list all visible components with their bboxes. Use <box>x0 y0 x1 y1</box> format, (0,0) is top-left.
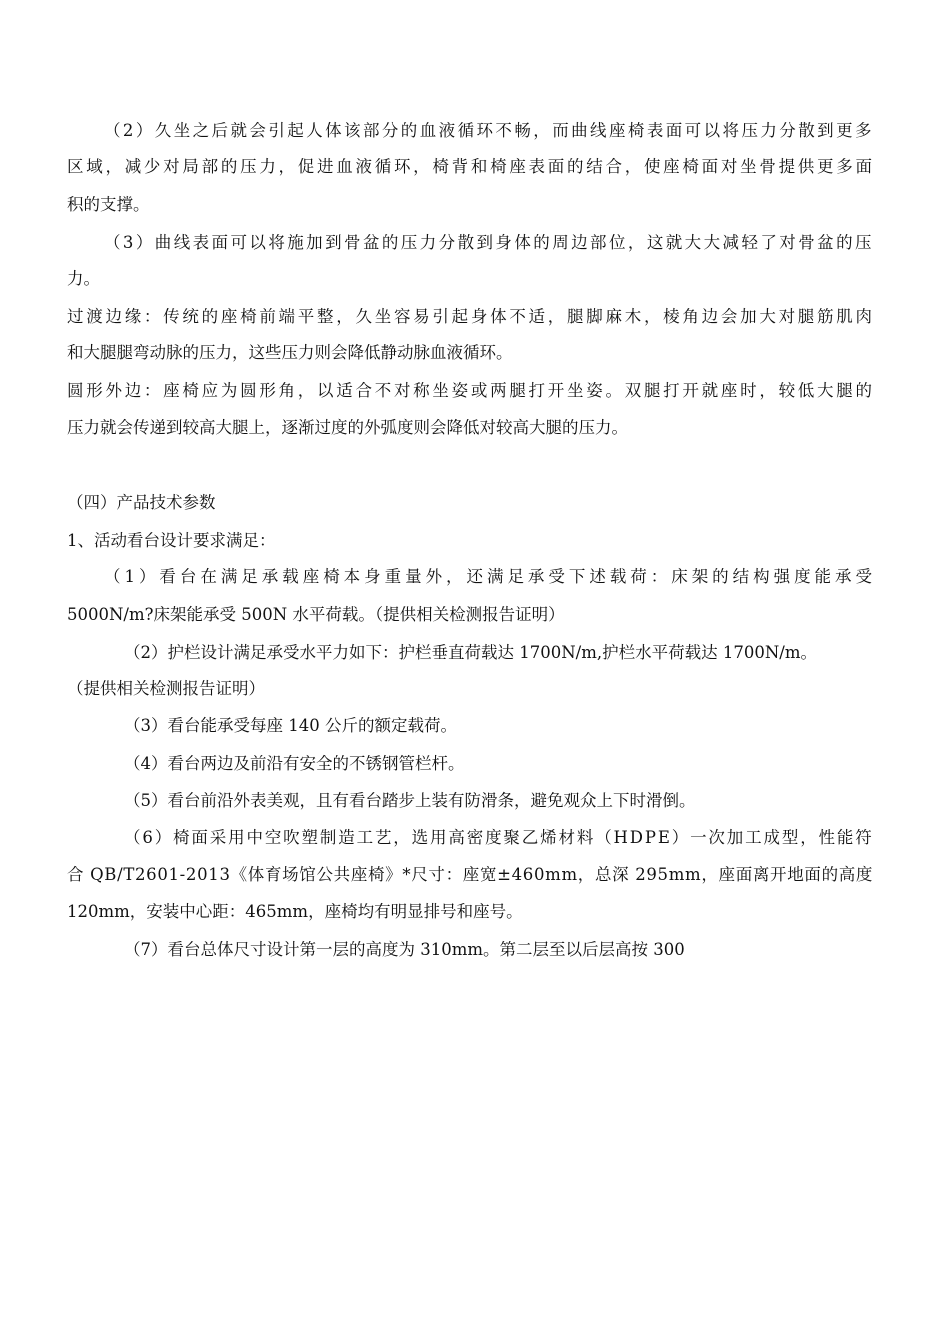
spec-item-4: （4）看台两边及前沿有安全的不锈钢管栏杆。 <box>124 754 465 773</box>
text-line: （6）椅面采用中空吹塑制造工艺，选用高密度聚乙烯材料（HDPE）一次加工成型，性能符 <box>124 828 874 847</box>
text-line: 过渡边缘：传统的座椅前端平整，久坐容易引起身体不适，腿脚麻木，棱角边会加大对腿筋肌肉 <box>67 307 875 326</box>
subsection-heading: 1、活动看台设计要求满足： <box>67 531 276 550</box>
text-line: 区域，减少对局部的压力，促进血液循环，椅背和椅座表面的结合，使座椅面对坐骨提供更多面 <box>67 157 875 176</box>
text-line: （2）护栏设计满足承受水平力如下：护栏垂直荷载达 1700N/m,护栏水平荷载达 1700N/m。 <box>124 643 817 662</box>
text-line: 力。 <box>67 269 100 288</box>
spec-item-3: （3）看台能承受每座 140 公斤的额定载荷。 <box>124 716 457 735</box>
spec-item-5: （5）看台前沿外表美观，且有看台踏步上装有防滑条，避免观众上下时滑倒。 <box>124 791 696 810</box>
text-line: （1）看台在满足承载座椅本身重量外，还满足承受下述载荷：床架的结构强度能承受 <box>104 567 876 586</box>
text-line: 5000N/m?床架能承受 500N 水平荷载。（提供相关检测报告证明） <box>67 605 565 624</box>
text-line: （3）曲线表面可以将施加到骨盆的压力分散到身体的周边部位，这就大大减轻了对骨盆的压 <box>104 233 874 252</box>
text-line: （2）久坐之后就会引起人体该部分的血液循环不畅，而曲线座椅表面可以将压力分散到更多 <box>104 121 874 140</box>
text-line: 压力就会传递到较高大腿上，逐渐过度的外弧度则会降低对较高大腿的压力。 <box>67 418 628 437</box>
spec-item-7: （7）看台总体尺寸设计第一层的高度为 310mm。第二层至以后层高按 300 <box>124 940 685 959</box>
text-line: 和大腿腿弯动脉的压力，这些压力则会降低静动脉血液循环。 <box>67 343 513 362</box>
text-line: （提供相关检测报告证明） <box>67 679 265 698</box>
text-line: 圆形外边：座椅应为圆形角，以适合不对称坐姿或两腿打开坐姿。双腿打开就座时，较低大腿的 <box>67 381 875 400</box>
text-line: 120mm，安装中心距：465mm，座椅均有明显排号和座号。 <box>67 902 523 921</box>
section-heading: （四）产品技术参数 <box>67 493 216 512</box>
text-line: 合 QB/T2601-2013《体育场馆公共座椅》*尺寸：座宽±460mm，总深 295mm，座面离开地面的高度 <box>67 865 874 884</box>
text-line: 积的支撑。 <box>67 195 150 214</box>
